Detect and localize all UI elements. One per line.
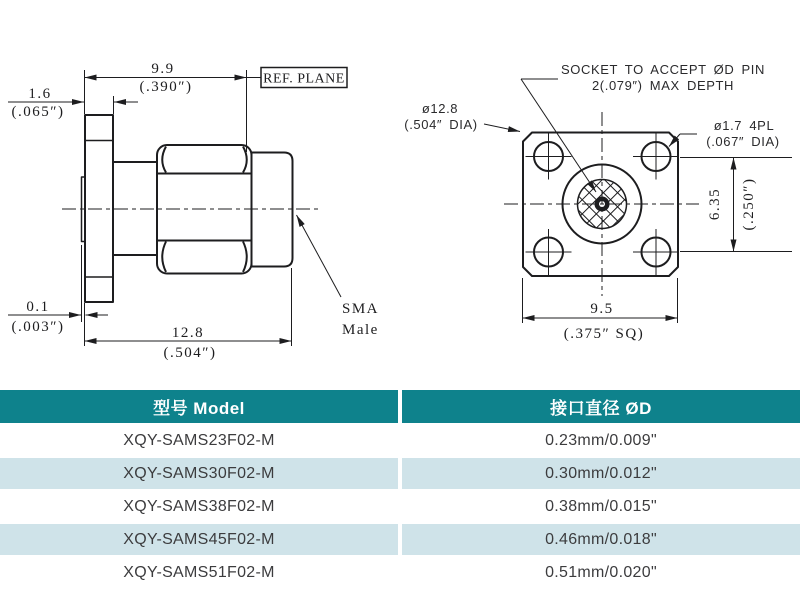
spec-table-header [0,390,800,423]
dim-0-1-mm: 0.1 [26,299,50,315]
model-cell: XQY-SAMS38F02-M [0,491,398,522]
model-cell: XQY-SAMS51F02-M [0,557,398,588]
socket-note-line2: 2(.079″) MAX DEPTH [591,78,735,93]
table-row [0,557,800,588]
dim-12-8-mm: 12.8 [171,325,205,341]
hole-dia-in: (.067″ DIA) [706,134,780,149]
diameter-cell: 0.46mm/0.018" [402,524,800,555]
dim-1-6-mm: 1.6 [28,86,52,102]
table-row [0,458,800,489]
dim-9-9-mm: 9.9 [151,61,175,77]
sma-label-line1: SMA [342,301,380,317]
sma-leader [297,215,342,297]
dim-6-35-in: (.250″) [741,177,757,231]
table-row [0,425,800,456]
model-cell: XQY-SAMS30F02-M [0,458,398,489]
body-dia-mm: ø12.8 [421,101,459,116]
diameter-cell: 0.30mm/0.012" [402,458,800,489]
diameter-cell: 0.38mm/0.015" [402,491,800,522]
dim-9-5-mm: 9.5 [590,301,614,317]
side-view-texts [12,61,380,361]
dim-6-35-mm: 6.35 [707,187,723,221]
body-dia-in: (.504″ DIA) [404,117,478,132]
model-cell: XQY-SAMS23F02-M [0,425,398,456]
body-dia-leader [484,124,520,132]
dim-0-1-in: (.003″) [11,319,65,335]
socket-note-line1: SOCKET TO ACCEPT ØD PIN [561,62,765,77]
col-header-diameter: 接口直径 ØD [402,390,800,423]
sma-label-line2: Male [342,322,379,338]
hole-dia-mm: ø1.7 4PL [713,118,775,133]
spec-table [0,390,800,588]
table-row [0,524,800,555]
model-cell: XQY-SAMS45F02-M [0,524,398,555]
dim-9-5-in: (.375″ SQ) [563,326,645,342]
dim-9-9-in: (.390″) [139,79,193,95]
socket-note-leader [521,79,596,192]
ref-plane-label: REF. PLANE [263,71,345,87]
table-row [0,491,800,522]
diameter-cell: 0.23mm/0.009" [402,425,800,456]
diameter-cell: 0.51mm/0.020" [402,557,800,588]
dim-1-6-in: (.065″) [11,104,65,120]
dim-12-8-in: (.504″) [163,345,217,361]
col-header-model: 型号 Model [0,390,398,423]
hex-facet-lines [157,174,252,241]
